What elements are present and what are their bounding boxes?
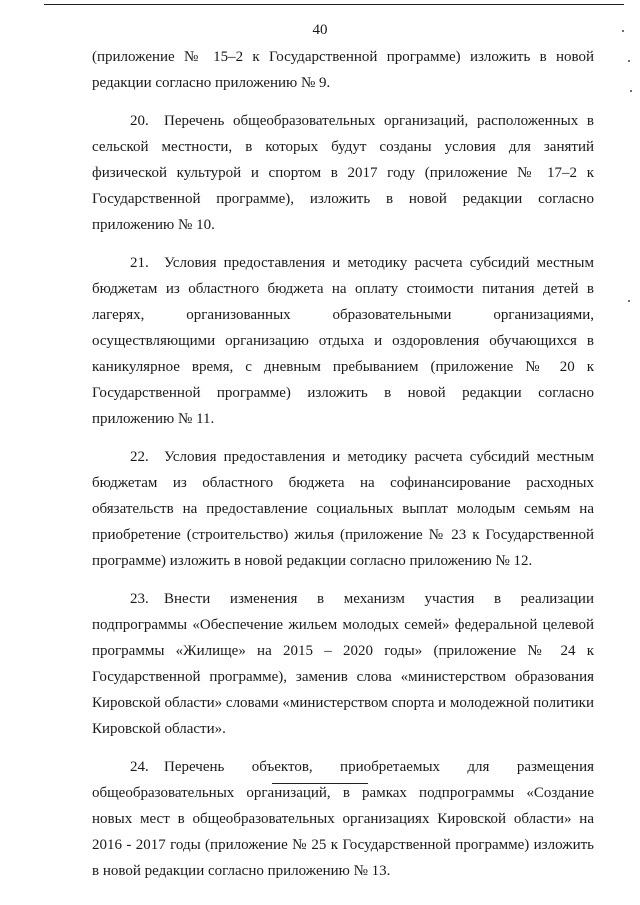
- list-item: [92, 108, 594, 238]
- page-number: 40: [312, 22, 328, 38]
- intro-paragraph: (приложение № 15–2 к Государственной программе) изложить в новой редакции согласно приложению № 9.: [92, 49, 594, 91]
- item-number: 20.: [130, 113, 149, 129]
- scan-top-edge-line: [44, 4, 624, 5]
- item-text: Перечень общеобразовательных организаций, расположенных в сельской местности, в которых будут созданы условия для занятий физической культурой и спортом в 2017 году (приложение № 17–2 к Государственной программе), изложить в новой редакции согласно приложению № 10.: [92, 113, 594, 233]
- item-number: 22.: [130, 449, 149, 465]
- item-number: 24.: [130, 759, 149, 775]
- list-item: [92, 754, 594, 884]
- scan-speck: [628, 60, 630, 62]
- list-item: [92, 444, 594, 574]
- list-item: [92, 250, 594, 432]
- document-body: [92, 44, 594, 896]
- scan-speck: [630, 90, 632, 92]
- list-item: [92, 586, 594, 742]
- item-text: Условия предоставления и методику расчета субсидий местным бюджетам из областного бюджета на софинансирование расходных обязательств на предоставление социальных выплат молодым семьям на приобретение (строительство) жилья (приложение № 23 к Государственной программе) изложить в новой редакции согласно приложению № 12.: [92, 449, 594, 569]
- item-text: Внести изменения в механизм участия в реализации подпрограммы «Обеспечение жильем молодых семей» федеральной целевой программы «Жилище» на 2015 – 2020 годы» (приложение № 24 к Государственной программе), заменив слова «министерством образования Кировской области» словами «министерством спорта и молодежной политики Кировской области».: [92, 591, 594, 737]
- item-text: Перечень объектов, приобретаемых для размещения общеобразовательных организаций, в рамках подпрограммы «Создание новых мест в общеобразовательных организациях Кировской области» на 2016 - 2017 годы (приложение № 25 к Государственной программе) изложить в новой редакции согласно приложению № 13.: [92, 759, 594, 879]
- scan-speck: [628, 300, 630, 302]
- item-text: Условия предоставления и методику расчета субсидий местным бюджетам из областного бюджета на оплату стоимости питания детей в лагерях, организованных образовательными организациями, осуществляющими организацию отдыха и оздоровления обучающихся в каникулярное время, с дневным пребыванием (приложение № 20 к Государственной программе) изложить в новой редакции согласно приложению № 11.: [92, 255, 594, 427]
- item-number: 23.: [130, 591, 149, 607]
- end-of-text-rule: [272, 783, 368, 784]
- item-number: 21.: [130, 255, 149, 271]
